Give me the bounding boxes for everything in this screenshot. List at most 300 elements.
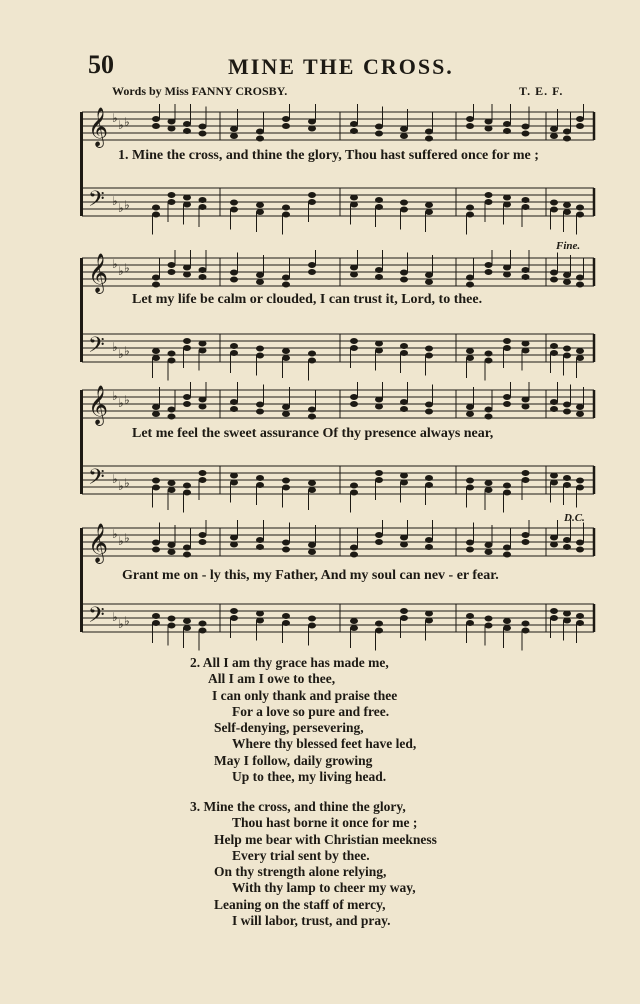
note-head — [550, 406, 558, 412]
note-head — [503, 272, 511, 278]
note-head — [350, 490, 358, 496]
note-head — [503, 545, 511, 551]
note-head — [503, 401, 511, 407]
note-head — [576, 540, 584, 546]
words-credit: Words by Miss FANNY CROSBY. — [112, 84, 288, 98]
note-head — [425, 409, 433, 415]
note-head — [466, 411, 474, 417]
note-head — [375, 404, 383, 410]
note-head — [485, 542, 493, 548]
lyric-line-1: 1. Mine the cross, and thine the glory, Thou hast suffered once for me ; — [118, 148, 539, 163]
note-head — [503, 265, 511, 271]
dc-mark: D.C. — [564, 512, 585, 524]
note-head — [550, 480, 558, 486]
note-head — [563, 402, 571, 408]
note-head — [230, 608, 238, 614]
note-head — [425, 129, 433, 135]
note-head — [168, 623, 176, 629]
note-head — [503, 490, 511, 496]
note-head — [576, 620, 584, 626]
note-head — [168, 192, 176, 198]
note-head — [466, 620, 474, 626]
note-head — [563, 611, 571, 617]
note-head — [400, 270, 408, 276]
note-head — [550, 542, 558, 548]
note-head — [563, 209, 571, 215]
note-head — [308, 358, 316, 364]
note-head — [563, 202, 571, 208]
stanza-line: I can only thank and praise thee — [212, 687, 398, 703]
note-head — [350, 202, 358, 208]
note-head — [350, 618, 358, 624]
note-head — [563, 346, 571, 352]
note-head — [256, 482, 264, 488]
note-head — [168, 616, 176, 622]
note-head — [485, 262, 493, 268]
note-head — [503, 394, 511, 400]
note-head — [576, 478, 584, 484]
note-head — [168, 549, 176, 555]
note-head — [168, 119, 176, 125]
note-head — [168, 199, 176, 205]
note-head — [183, 272, 191, 278]
note-head — [466, 275, 474, 281]
note-head — [308, 549, 316, 555]
note-head — [550, 207, 558, 213]
note-head — [230, 133, 238, 139]
note-head — [522, 124, 530, 130]
note-head — [485, 119, 493, 125]
note-head — [183, 552, 191, 558]
note-head — [152, 348, 160, 354]
flat-sign: ♭ — [112, 527, 118, 541]
stanza-line: Self-denying, persevering, — [214, 720, 364, 736]
note-head — [400, 542, 408, 548]
note-head — [183, 121, 191, 127]
treble-clef: 𝄞 — [88, 253, 109, 293]
flat-sign: ♭ — [118, 396, 124, 410]
note-head — [522, 348, 530, 354]
note-head — [576, 275, 584, 281]
note-head — [522, 274, 530, 280]
note-head — [563, 475, 571, 481]
note-head — [576, 116, 584, 122]
stanza-line: 3. Mine the cross, and thine the glory, — [190, 799, 406, 814]
note-head — [563, 544, 571, 550]
flat-sign: ♭ — [112, 111, 118, 125]
note-head — [576, 123, 584, 129]
note-head — [576, 411, 584, 417]
note-head — [199, 274, 207, 280]
note-head — [256, 409, 264, 415]
note-head — [466, 282, 474, 288]
note-head — [466, 485, 474, 491]
note-head — [256, 537, 264, 543]
note-head — [308, 487, 316, 493]
note-head — [522, 397, 530, 403]
note-head — [400, 200, 408, 206]
note-head — [503, 483, 511, 489]
note-head — [256, 402, 264, 408]
note-head — [308, 542, 316, 548]
note-head — [230, 270, 238, 276]
note-head — [576, 348, 584, 354]
note-head — [563, 136, 571, 142]
note-head — [563, 353, 571, 359]
note-head — [522, 197, 530, 203]
note-head — [485, 623, 493, 629]
note-head — [256, 475, 264, 481]
note-head — [400, 343, 408, 349]
note-head — [350, 394, 358, 400]
note-head — [308, 262, 316, 268]
note-head — [183, 401, 191, 407]
note-head — [308, 192, 316, 198]
music-system-3 — [78, 382, 598, 522]
note-head — [256, 202, 264, 208]
note-head — [503, 128, 511, 134]
note-head — [425, 209, 433, 215]
stanza-line: Up to thee, my living head. — [232, 769, 387, 785]
note-head — [400, 480, 408, 486]
flat-sign: ♭ — [124, 531, 130, 545]
note-head — [230, 350, 238, 356]
treble-clef: 𝄞 — [88, 523, 109, 563]
bass-clef: 𝄢 — [88, 333, 105, 363]
stanza-line: Every trial sent by thee. — [232, 847, 370, 863]
note-head — [199, 470, 207, 476]
flat-sign: ♭ — [112, 389, 118, 403]
note-head — [152, 613, 160, 619]
system-bracket — [80, 112, 83, 216]
note-head — [466, 116, 474, 122]
note-head — [550, 615, 558, 621]
note-head — [485, 407, 493, 413]
note-head — [503, 195, 511, 201]
hymn-title: MINE THE CROSS. — [228, 54, 454, 79]
note-head — [400, 535, 408, 541]
note-head — [199, 621, 207, 627]
note-head — [152, 485, 160, 491]
note-head — [350, 195, 358, 201]
note-head — [183, 195, 191, 201]
note-head — [425, 272, 433, 278]
note-head — [400, 608, 408, 614]
page-number: 50 — [88, 50, 114, 79]
note-head — [375, 204, 383, 210]
note-head — [522, 532, 530, 538]
note-head — [522, 539, 530, 545]
note-head — [199, 628, 207, 634]
stanza-2 — [190, 655, 416, 785]
note-head — [230, 207, 238, 213]
note-head — [425, 279, 433, 285]
note-head — [563, 537, 571, 543]
note-head — [466, 355, 474, 361]
note-head — [256, 544, 264, 550]
note-head — [256, 611, 264, 617]
note-head — [485, 199, 493, 205]
note-head — [563, 482, 571, 488]
stanza-line: On thy strength alone relying, — [214, 864, 387, 880]
note-head — [400, 473, 408, 479]
note-head — [485, 269, 493, 275]
note-head — [282, 348, 290, 354]
flat-sign: ♭ — [112, 472, 118, 486]
note-head — [576, 404, 584, 410]
note-head — [522, 470, 530, 476]
note-head — [282, 116, 290, 122]
note-head — [400, 350, 408, 356]
note-head — [503, 202, 511, 208]
bass-clef: 𝄢 — [88, 465, 105, 495]
note-head — [375, 628, 383, 634]
note-head — [503, 552, 511, 558]
note-head — [282, 411, 290, 417]
note-head — [183, 618, 191, 624]
note-head — [282, 275, 290, 281]
note-head — [485, 358, 493, 364]
note-head — [503, 618, 511, 624]
note-head — [183, 338, 191, 344]
note-head — [350, 338, 358, 344]
note-head — [230, 615, 238, 621]
note-head — [466, 123, 474, 129]
stanza-line: 2. All I am thy grace has made me, — [190, 655, 389, 670]
note-head — [183, 265, 191, 271]
note-head — [168, 480, 176, 486]
note-head — [550, 270, 558, 276]
system-bracket — [80, 258, 83, 362]
note-head — [183, 490, 191, 496]
stanza-line: Help me bear with Christian meekness — [214, 831, 437, 847]
note-head — [425, 537, 433, 543]
note-head — [308, 269, 316, 275]
note-head — [522, 131, 530, 137]
note-head — [282, 212, 290, 218]
note-head — [550, 133, 558, 139]
note-head — [375, 532, 383, 538]
note-head — [503, 625, 511, 631]
note-head — [522, 404, 530, 410]
stanza-line: For a love so pure and free. — [232, 703, 390, 719]
note-head — [230, 473, 238, 479]
note-head — [168, 407, 176, 413]
note-head — [425, 482, 433, 488]
note-head — [183, 202, 191, 208]
stanza-line: I will labor, trust, and pray. — [232, 913, 391, 929]
note-head — [375, 124, 383, 130]
note-head — [199, 204, 207, 210]
note-head — [576, 282, 584, 288]
note-head — [168, 414, 176, 420]
note-head — [282, 547, 290, 553]
note-head — [230, 406, 238, 412]
note-head — [308, 616, 316, 622]
flat-sign: ♭ — [124, 393, 130, 407]
flat-sign: ♭ — [112, 610, 118, 624]
note-head — [485, 126, 493, 132]
note-head — [168, 542, 176, 548]
note-head — [375, 621, 383, 627]
note-head — [199, 397, 207, 403]
note-head — [425, 202, 433, 208]
flat-sign: ♭ — [118, 118, 124, 132]
note-head — [168, 126, 176, 132]
note-head — [199, 341, 207, 347]
note-head — [308, 126, 316, 132]
treble-clef: 𝄞 — [88, 385, 109, 425]
note-head — [308, 119, 316, 125]
note-head — [183, 394, 191, 400]
note-head — [375, 348, 383, 354]
flat-sign: ♭ — [118, 617, 124, 631]
note-head — [183, 128, 191, 134]
note-head — [152, 275, 160, 281]
note-head — [256, 129, 264, 135]
note-head — [400, 133, 408, 139]
note-head — [400, 406, 408, 412]
note-head — [308, 199, 316, 205]
note-head — [168, 358, 176, 364]
flat-sign: ♭ — [118, 264, 124, 278]
bass-clef: 𝄢 — [88, 187, 105, 217]
note-head — [375, 470, 383, 476]
note-head — [400, 126, 408, 132]
note-head — [466, 478, 474, 484]
note-head — [400, 207, 408, 213]
note-head — [230, 399, 238, 405]
note-head — [152, 212, 160, 218]
stanza-line: With thy lamp to cheer my way, — [232, 880, 416, 896]
flat-sign: ♭ — [118, 347, 124, 361]
note-head — [152, 620, 160, 626]
note-head — [308, 480, 316, 486]
note-head — [485, 192, 493, 198]
note-head — [485, 487, 493, 493]
music-system-1 — [78, 104, 598, 244]
note-head — [485, 616, 493, 622]
note-head — [282, 205, 290, 211]
lyric-line-3: Let me feel the sweet assurance Of thy presence always near, — [132, 426, 494, 441]
note-head — [152, 355, 160, 361]
note-head — [425, 618, 433, 624]
flat-sign: ♭ — [124, 115, 130, 129]
note-head — [256, 272, 264, 278]
note-head — [503, 338, 511, 344]
note-head — [199, 404, 207, 410]
music-system-2 — [78, 250, 598, 390]
note-head — [168, 262, 176, 268]
note-head — [563, 129, 571, 135]
flat-sign: ♭ — [124, 476, 130, 490]
composer-initials: T. E. F. — [519, 84, 564, 98]
note-head — [168, 487, 176, 493]
note-head — [152, 205, 160, 211]
note-head — [503, 121, 511, 127]
note-head — [576, 485, 584, 491]
note-head — [425, 353, 433, 359]
note-head — [550, 277, 558, 283]
note-head — [152, 411, 160, 417]
treble-clef: 𝄞 — [88, 107, 109, 147]
note-head — [350, 345, 358, 351]
note-head — [199, 539, 207, 545]
note-head — [550, 535, 558, 541]
note-head — [350, 272, 358, 278]
note-head — [168, 269, 176, 275]
stanza-line: Where thy blessed feet have led, — [232, 736, 417, 752]
note-head — [350, 121, 358, 127]
note-head — [308, 351, 316, 357]
note-head — [230, 126, 238, 132]
note-head — [152, 282, 160, 288]
note-head — [550, 608, 558, 614]
note-head — [576, 613, 584, 619]
note-head — [485, 351, 493, 357]
flat-sign: ♭ — [112, 257, 118, 271]
system-bracket — [80, 528, 83, 632]
stanza-line: Thou hast borne it once for me ; — [232, 815, 418, 831]
note-head — [199, 267, 207, 273]
note-head — [522, 621, 530, 627]
note-head — [563, 272, 571, 278]
note-head — [425, 346, 433, 352]
note-head — [199, 477, 207, 483]
note-head — [550, 350, 558, 356]
note-head — [550, 473, 558, 479]
stanza-3 — [190, 799, 437, 929]
note-head — [522, 477, 530, 483]
note-head — [375, 341, 383, 347]
note-head — [466, 540, 474, 546]
flat-sign: ♭ — [118, 479, 124, 493]
note-head — [230, 480, 238, 486]
note-head — [282, 404, 290, 410]
note-head — [563, 618, 571, 624]
note-head — [230, 535, 238, 541]
note-head — [466, 205, 474, 211]
note-head — [550, 126, 558, 132]
note-head — [183, 483, 191, 489]
note-head — [183, 345, 191, 351]
note-head — [308, 623, 316, 629]
note-head — [375, 397, 383, 403]
note-head — [256, 353, 264, 359]
note-head — [282, 355, 290, 361]
note-head — [550, 200, 558, 206]
note-head — [485, 480, 493, 486]
note-head — [503, 345, 511, 351]
note-head — [425, 544, 433, 550]
note-head — [400, 399, 408, 405]
note-head — [152, 540, 160, 546]
note-head — [485, 549, 493, 555]
note-head — [256, 136, 264, 142]
note-head — [375, 274, 383, 280]
note-head — [152, 404, 160, 410]
note-head — [522, 204, 530, 210]
note-head — [466, 404, 474, 410]
note-head — [230, 343, 238, 349]
note-head — [466, 348, 474, 354]
bass-clef: 𝄢 — [88, 603, 105, 633]
note-head — [350, 401, 358, 407]
note-head — [350, 545, 358, 551]
note-head — [550, 399, 558, 405]
note-head — [375, 197, 383, 203]
stanza-line: May I follow, daily growing — [214, 752, 373, 768]
